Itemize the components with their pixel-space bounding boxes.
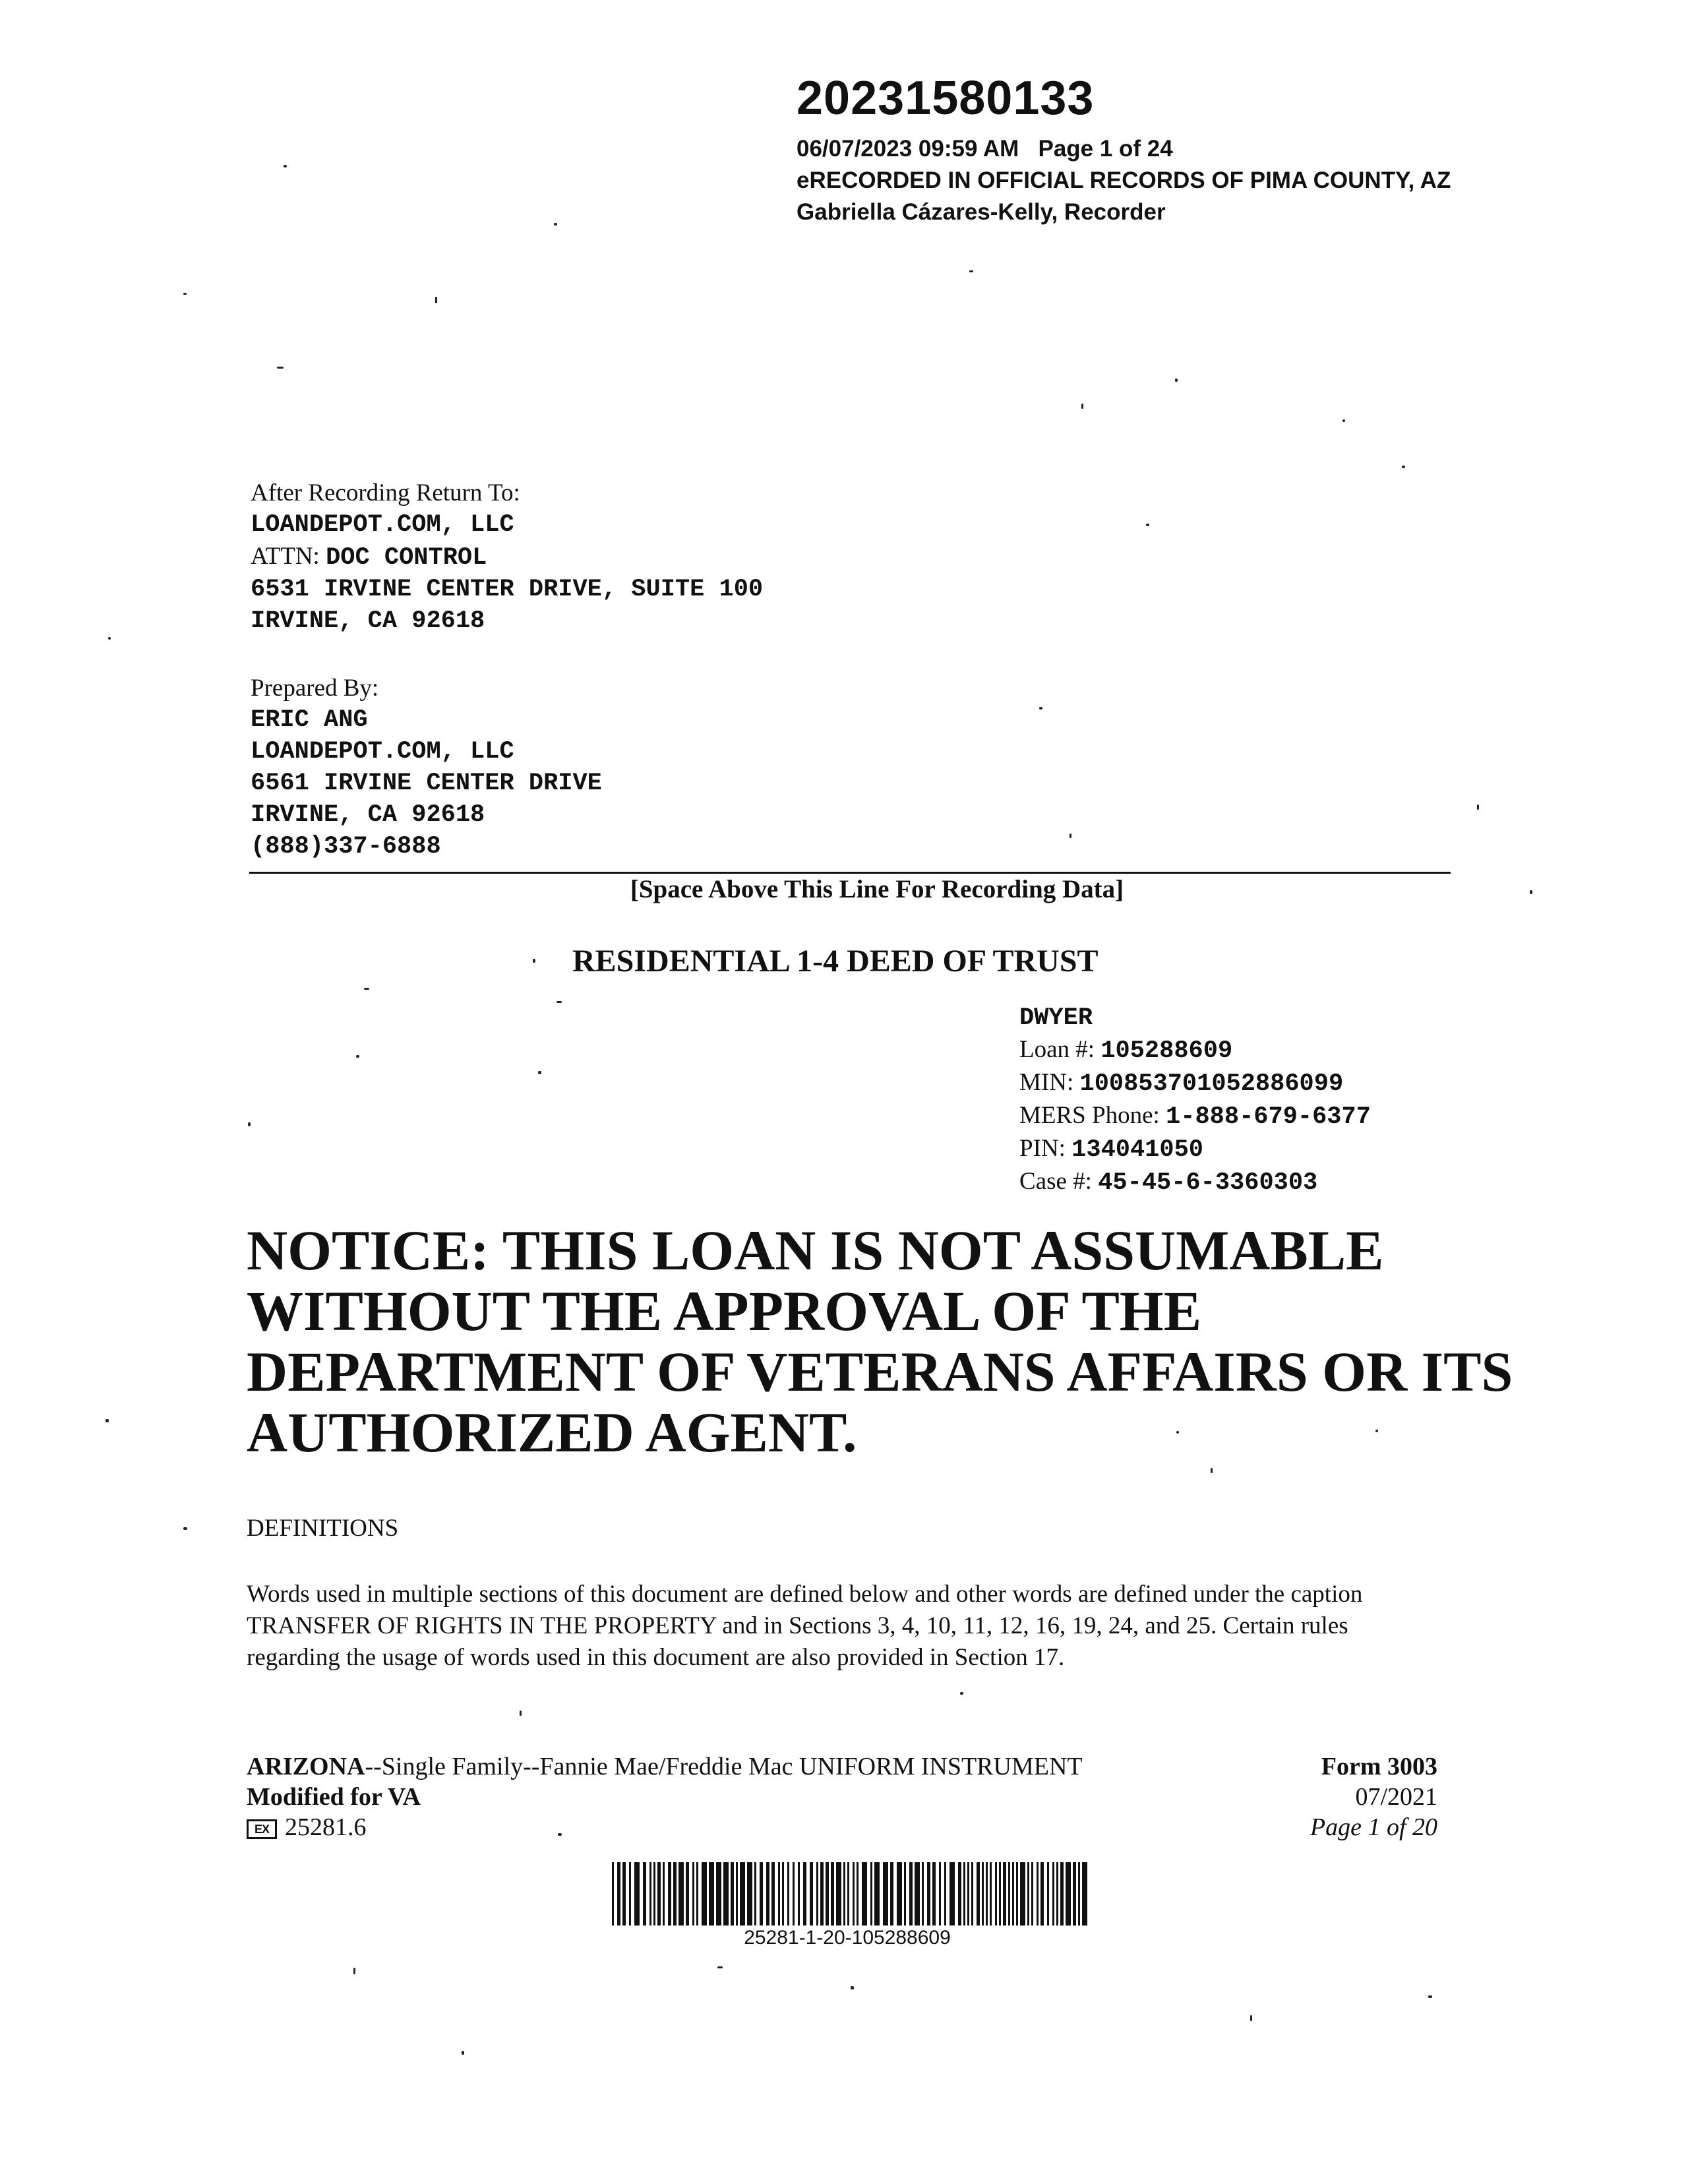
footer-doc-code-row	[247, 1812, 1083, 1842]
pin-row	[1019, 1133, 1371, 1166]
footer-modified: Modified for VA	[247, 1783, 421, 1811]
recording-official: eRECORDED IN OFFICIAL RECORDS OF PIMA COUNTY, AZ	[797, 167, 1451, 193]
footer-form: Form 3003	[1321, 1753, 1437, 1780]
footer-left	[247, 1751, 1083, 1842]
recording-page: Page 1 of 24	[1038, 136, 1173, 162]
recording-datetime: 06/07/2023 09:59 AM	[797, 136, 1019, 162]
attn-label: ATTN:	[251, 543, 320, 570]
barcode-text: 25281-1-20-105288609	[744, 1927, 951, 1949]
prepared-by-name: ERIC ANG	[251, 706, 368, 734]
footer-doc-code: 25281.6	[285, 1813, 367, 1841]
assumability-notice: NOTICE: THIS LOAN IS NOT ASSUMABLE WITHOUT THE APPROVAL OF THE DEPARTMENT OF VETERANS AFFAIRS OR ITS AUTHORIZED AGENT.	[247, 1219, 1513, 1464]
borrower-name: DWYER	[1019, 1004, 1093, 1032]
prepared-by-city: IRVINE, CA 92618	[251, 801, 485, 829]
document-title: RESIDENTIAL 1-4 DEED OF TRUST	[572, 944, 1099, 979]
footer-page: Page 1 of 20	[1310, 1813, 1437, 1841]
recording-data-divider	[249, 872, 1451, 874]
loan-info-block	[1019, 1002, 1371, 1199]
footer-form-date: 07/2021	[1355, 1783, 1437, 1811]
mers-phone-label: MERS Phone:	[1019, 1102, 1160, 1129]
min-label: MIN:	[1019, 1069, 1074, 1096]
return-to-company: LOANDEPOT.COM, LLC	[251, 511, 514, 539]
ex-icon: EX	[247, 1819, 277, 1839]
space-above-line-label: [Space Above This Line For Recording Data]	[630, 875, 1124, 903]
footer-right	[1310, 1751, 1437, 1842]
definitions-body: Words used in multiple sections of this document are defined below and other words are defined under the caption TRANSFER OF RIGHTS IN THE PROPERTY and in Sections 3, 4, 10, 11, 12, 16, 19, 24, and 25. Certain rules regarding the usage of words used in this document are also provided in Section 17.	[247, 1581, 1363, 1671]
footer-instrument: --Single Family--Fannie Mae/Freddie Mac UNIFORM INSTRUMENT	[365, 1753, 1083, 1780]
footer-instrument-line	[247, 1751, 1083, 1782]
loan-number-label: Loan #:	[1019, 1036, 1095, 1063]
return-to-city: IRVINE, CA 92618	[251, 607, 485, 635]
min-row	[1019, 1067, 1371, 1100]
pin-value: 134041050	[1071, 1136, 1203, 1164]
min-value: 100853701052886099	[1079, 1070, 1344, 1098]
return-to-street: 6531 IRVINE CENTER DRIVE, SUITE 100	[251, 576, 764, 603]
prepared-by-block	[251, 673, 602, 863]
loan-number-value: 105288609	[1100, 1037, 1233, 1065]
prepared-by-company: LOANDEPOT.COM, LLC	[251, 738, 514, 766]
mers-phone-row	[1019, 1100, 1371, 1133]
definitions-heading: DEFINITIONS	[247, 1515, 399, 1542]
loan-number-row	[1019, 1034, 1371, 1067]
case-number-row	[1019, 1166, 1371, 1199]
prepared-by-street: 6561 IRVINE CENTER DRIVE	[251, 770, 602, 797]
prepared-by-phone: (888)337-6888	[251, 833, 441, 861]
barcode-icon	[612, 1862, 1089, 1926]
recording-number: 20231580133	[797, 72, 1095, 125]
recording-datetime-page	[797, 136, 1173, 162]
attn-value: DOC CONTROL	[326, 544, 487, 572]
return-to-label: After Recording Return To:	[251, 479, 520, 506]
footer-state: ARIZONA	[247, 1753, 365, 1780]
return-to-attn	[251, 541, 763, 574]
recording-recorder: Gabriella Cázares-Kelly, Recorder	[797, 199, 1166, 225]
return-to-block	[251, 477, 763, 637]
mers-phone-value: 1-888-679-6377	[1166, 1103, 1371, 1131]
case-number-value: 45-45-6-3360303	[1098, 1169, 1318, 1197]
case-number-label: Case #:	[1019, 1168, 1092, 1195]
prepared-by-label: Prepared By:	[251, 675, 379, 702]
pin-label: PIN:	[1019, 1135, 1066, 1162]
